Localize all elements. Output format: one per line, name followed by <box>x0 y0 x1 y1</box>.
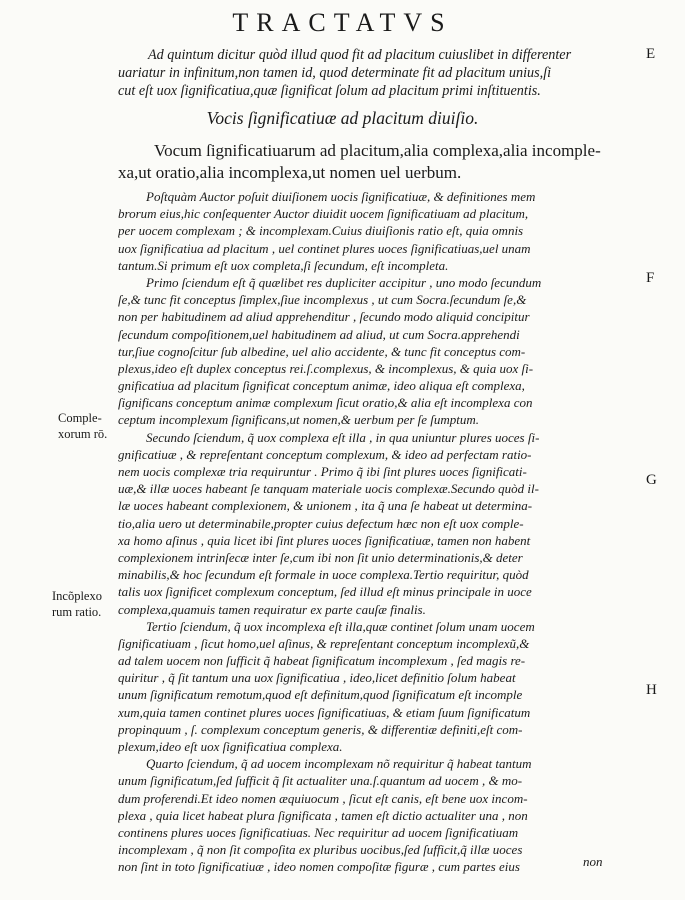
body-line: nem uocis complexæ tria requiruntur . Primo q̃ ibi ſint plures uoces ſignificati- <box>118 464 527 479</box>
body-line: unum ſignificatum,ſed ſufficit q̃ ſit actualiter una.ſ.quantum ad uocem , & mo- <box>118 773 523 789</box>
body-line: incomplexam , q̃ non ſit compoſita ex pluribus uocibus,ſed ſufficit,q̃ illæ uoces <box>118 842 523 858</box>
body-line: Quarto ſciendum, q̃ ad uocem incomplexam nõ requiritur q̃ habeat tantum <box>146 756 532 772</box>
body-line: ſe,& tunc fit conceptus ſimplex,ſiue incomplexus , ut cum Socra.ſecundum ſe,& <box>118 292 527 308</box>
body-line: complexionem intrinſecæ inter ſe,cum ibi non ſit unio determinationis,& deter <box>118 549 523 565</box>
body-line: xa homo aſinus , quia licet ibi ſint plures uoces ſignificatiuæ, tamen non habent <box>118 532 531 548</box>
body-line: plexus,ideo eſt duplex conceptus rei.ſ.complexus, & incomplexus, & quia uox ſi- <box>118 360 534 376</box>
margin-note-line: Incõplexo <box>52 589 102 603</box>
margin-note-line: rum ratio. <box>52 605 102 619</box>
body-line: uox ſignificatiua ad placitum , uel continet plures uoces ſignificatiuas,uel unam <box>118 240 531 256</box>
body-line: xum,quia tamen continet plures uoces ſignificatiuas, & etiam ſuum ſignificatum <box>118 704 531 720</box>
body-line: dum proferendi.Et ideo nomen æquiuocum , ſicut eſt canis, eſt bene uox incom- <box>118 790 528 806</box>
thesis-statement <box>118 140 618 184</box>
thesis-line: Vocum ſignificatiuarum ad placitum,alia complexa,alia incomple- <box>154 141 601 160</box>
body-line: gnificatiua ad placitum ſignificat conceptum animæ, ideo aliqua eſt complexa, <box>118 378 525 394</box>
body-line: læ uoces habeant complexionem, & unionem , ita q̃ una ſe habeat ut determina- <box>118 498 533 514</box>
body-line: tio,alia uero ut determinabile,propter cuius defectum hæc non eſt uox comple- <box>118 515 524 531</box>
section-letter-g: G <box>646 472 657 488</box>
body-line: plexum,ideo eſt uox ſignificatiua complexa. <box>118 739 343 754</box>
body-line: ceptum incomplexum ſignificans,ut nomen,& uerbum per ſe ſumptum. <box>118 412 480 428</box>
section-heading: Vocis ſignificatiuæ ad placitum diuiſio. <box>206 108 479 128</box>
body-line: uæ,& illæ uoces habeant ſe tanquam materiale uocis complexæ.Secundo quòd il- <box>118 481 539 497</box>
body-line: brorum eius,hic conſequenter Auctor diuidit uocem ſignificatiuam ad placitum, <box>118 206 529 222</box>
margin-note-incomplexorum <box>52 588 122 620</box>
margin-note-line: Comple- <box>58 411 102 425</box>
catchword: non <box>583 854 603 869</box>
intro-line: uariatur in infinitum,non tamen id, quod determinate fit ad placitum unius,ſi <box>118 65 552 81</box>
margin-note-complexorum <box>58 410 128 442</box>
body-line: non ſint in toto ſignificatiuæ , ideo nomen compoſitæ figuræ , cum partes eius <box>118 859 520 875</box>
body-line: per uocem complexam ; & incomplexam.Cuius diuiſionis ratio eſt, quia omnis <box>118 223 524 239</box>
intro-paragraph <box>118 46 618 100</box>
body-line: quiritur , q̃ ſit tantum una uox ſignificatiua , ideo,licet definitio ſolum habeat <box>118 670 516 686</box>
body-line: minabilis,& hoc ſecundum eſt formale in uoce complexa.Tertio requiritur, quòd <box>118 567 529 583</box>
body-line: Primo ſciendum eſt q̃ quælibet res dupliciter accipitur , uno modo ſecundum <box>146 274 542 290</box>
margin-note-line: xorum rō. <box>58 427 108 441</box>
running-head: TRACTATVS <box>232 8 453 37</box>
body-line: Tertio ſciendum, q̃ uox incomplexa eſt illa,quæ continet ſolum unam uocem <box>146 618 535 634</box>
body-line: Secundo ſciendum, q̃ uox complexa eſt illa , in qua uniuntur plures uoces ſi- <box>146 429 540 445</box>
body-line: talis uox ſignificet complexum conceptum, ſed illud eſt minus principale in uoce <box>118 584 532 600</box>
body-line: ſignificans conceptum animæ complexum ſicut oratio,& alia eſt incomplexa con <box>118 395 533 411</box>
body-line: ſecundum compoſitionem,uel habitudinem ad aliud, ut cum Socra.apprehendi <box>118 326 520 342</box>
intro-line: Ad quintum dicitur quòd illud quod fit ad placitum cuiuslibet in differenter <box>148 47 572 63</box>
section-letter-h: H <box>646 682 657 698</box>
body-line: ad talem uocem non ſufficit q̃ habeat ſignificatum incomplexum , ſed magis re- <box>118 653 526 669</box>
commentary-body <box>118 188 618 876</box>
section-letter-f: F <box>646 270 655 286</box>
intro-line: cut eſt uox ſignificatiua,quæ ſignificat ſolum ad placitum primi inſtituentis. <box>118 83 541 99</box>
body-line: gnificatiuæ , & repreſentant conceptum complexum, & ideo ad perfectam ratio- <box>118 446 532 462</box>
thesis-line: xa,ut oratio,alia incomplexa,ut nomen uel uerbum. <box>118 163 462 182</box>
body-line: Poſtquàm Auctor poſuit diuiſionem uocis ſignificatiuæ, & definitiones mem <box>146 189 536 204</box>
body-line: ſignificatiuam , ſicut homo,uel aſinus, & repreſentant conceptum incomplexũ,& <box>118 635 530 651</box>
body-line: plexa , quia licet habeat plura ſignificata , tamen eſt dictio actualiter una , non <box>118 807 528 823</box>
body-line: non per habitudinem ad aliud apprehenditur , ſecundo modo aliquid concipitur <box>118 309 530 325</box>
body-line: continens plures uoces ſignificatiuas. Nec requiritur ad uocem ſignificatiuam <box>118 824 519 840</box>
body-line: propinquum , ſ. complexum conceptum generis, & differentiæ definiti,eſt com- <box>118 721 523 737</box>
section-letter-e: E <box>646 46 656 62</box>
body-line: tur,ſiue cognoſcitur ſub albedine, uel alio accidente, & tunc fit conceptus com- <box>118 343 526 359</box>
body-line: unum ſignificatum remotum,quod eſt definitum,quod ſignificatum eſt incomple <box>118 687 523 703</box>
body-line: complexa,quamuis tamen requiratur ex parte cauſæ finalis. <box>118 601 426 617</box>
body-line: tantum.Si primum eſt uox completa,ſi ſecundum, eſt incompleta. <box>118 257 449 273</box>
